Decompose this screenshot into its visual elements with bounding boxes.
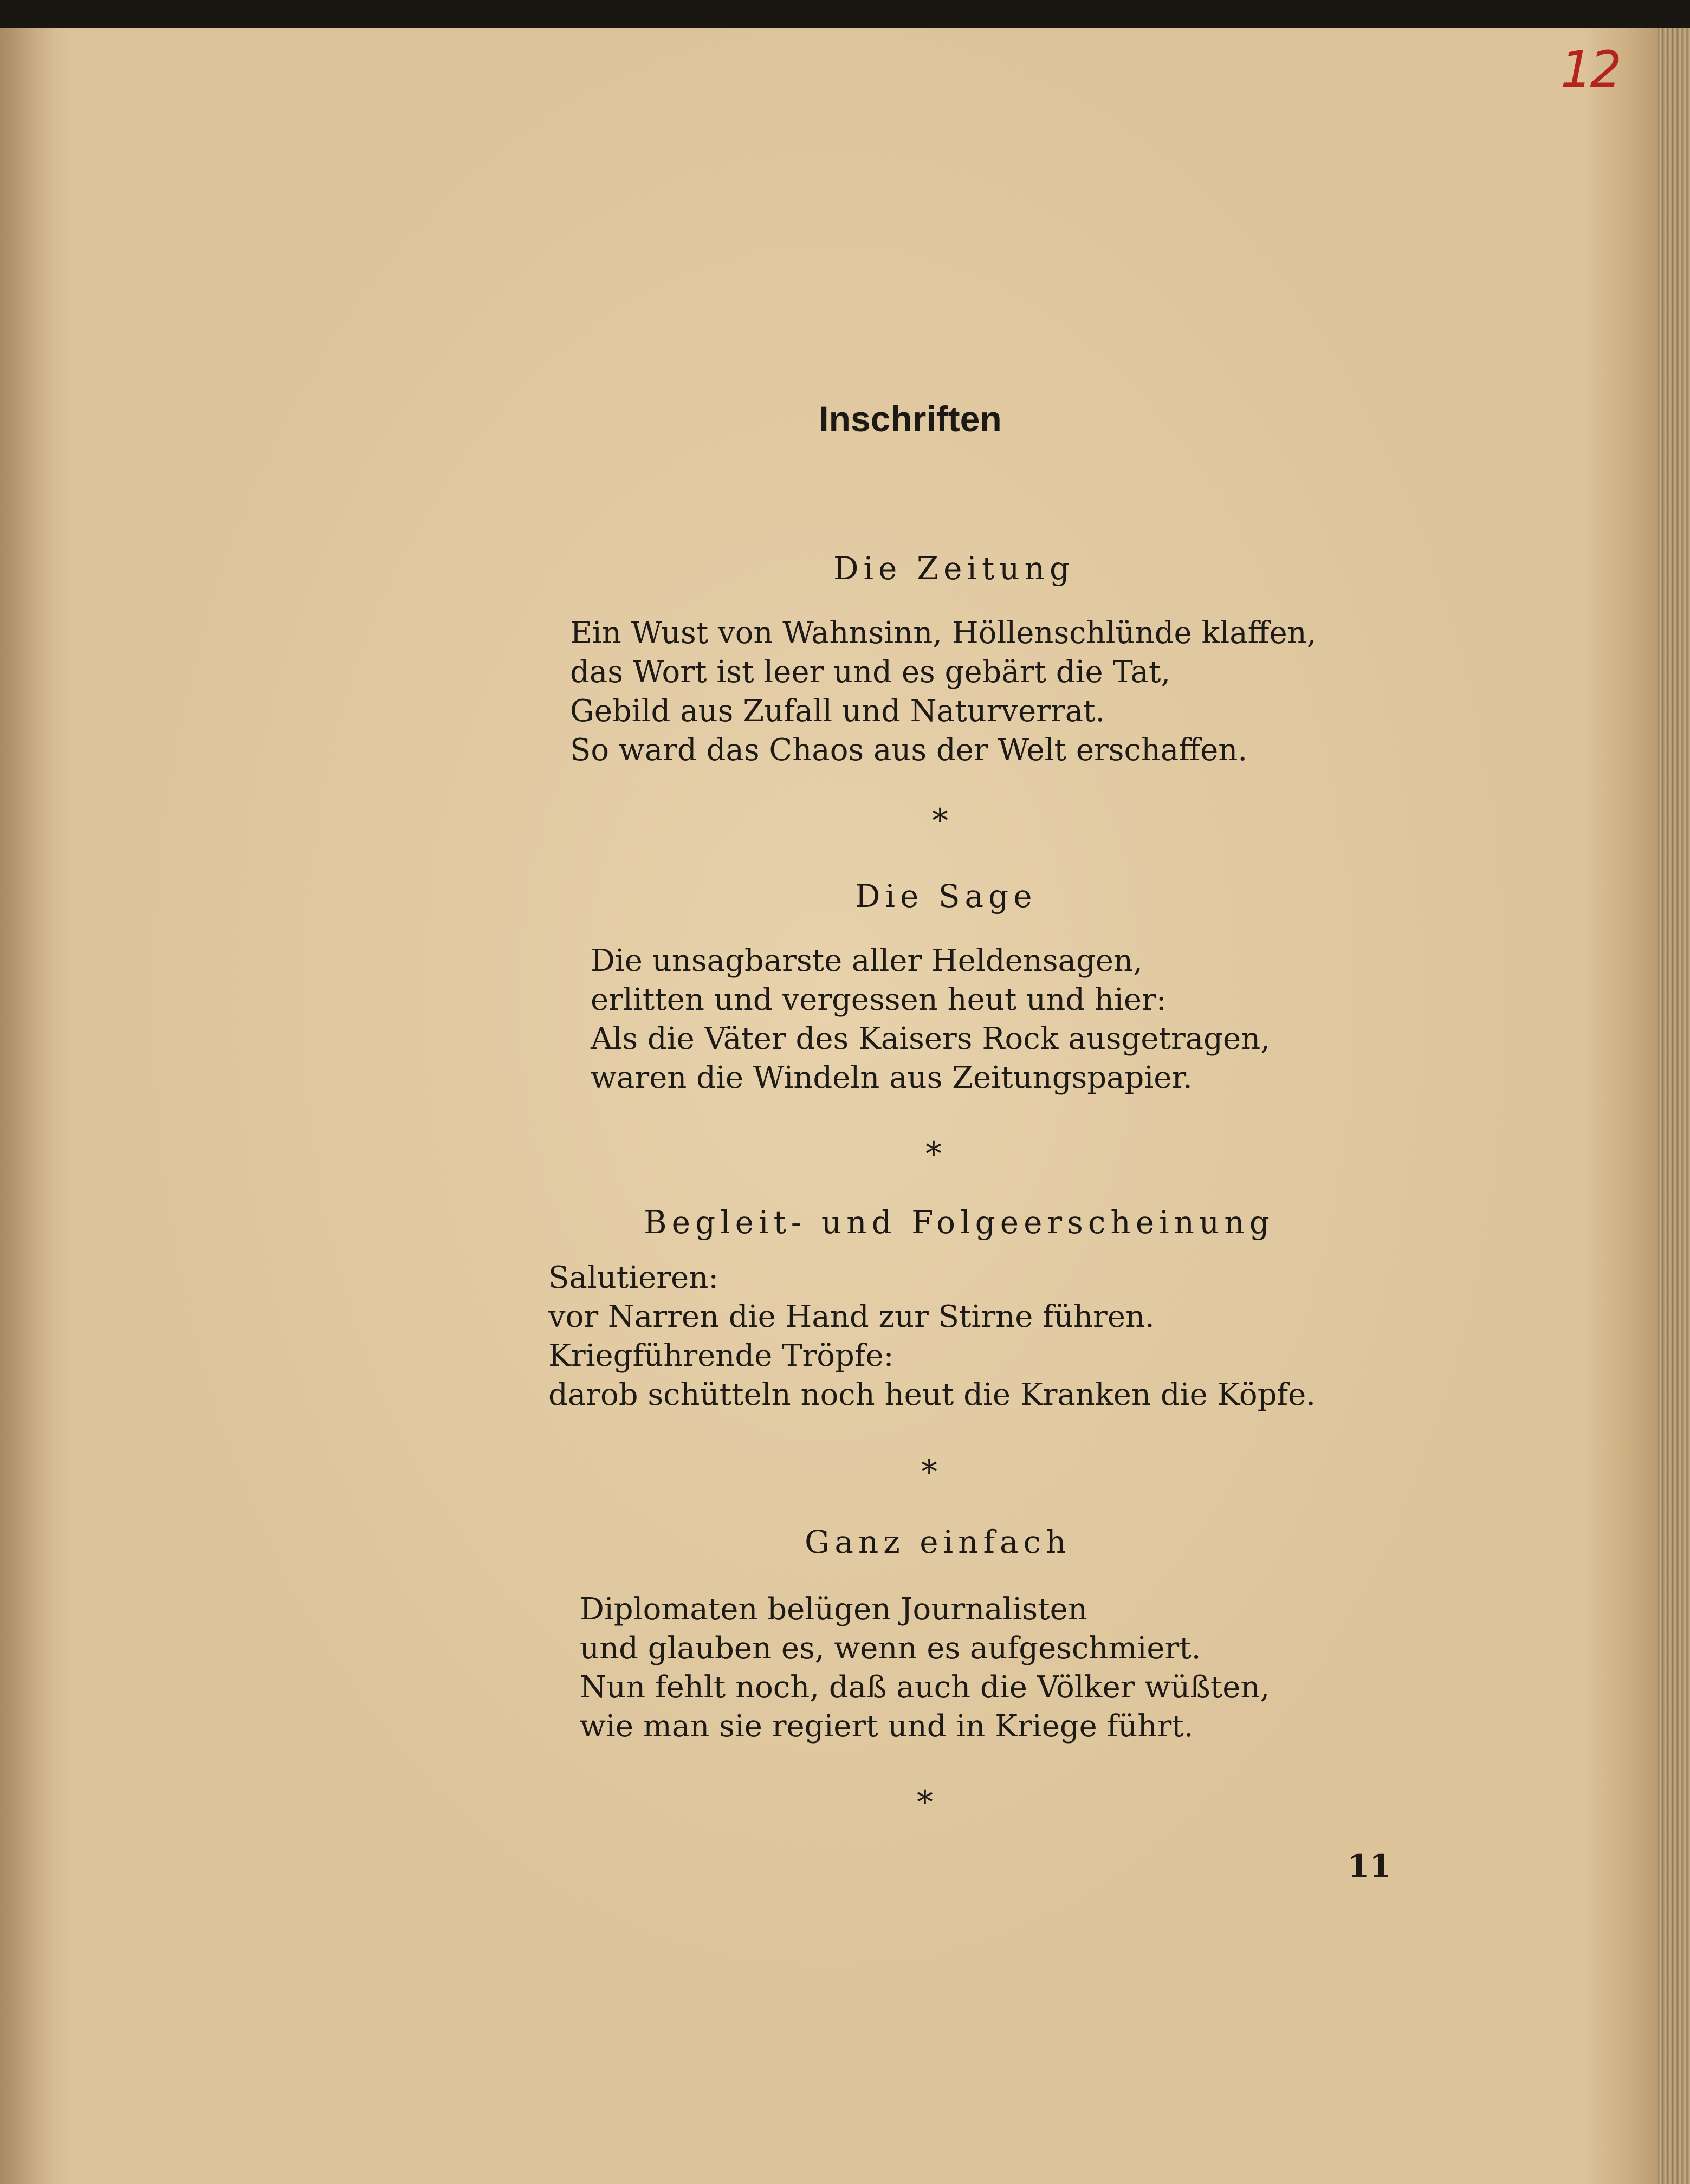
poem-stanza (580, 1590, 1270, 1746)
page-title: Inschriften (819, 399, 1002, 439)
separator-asterisk: * (921, 1453, 937, 1491)
poem-line: Als die Väter des Kaisers Rock ausgetragen, (591, 1021, 1271, 1057)
page-number: 11 (1348, 1848, 1391, 1884)
poem-heading: Ganz einfach (805, 1524, 1071, 1560)
poem-line: wie man sie regiert und in Kriege führt. (580, 1709, 1194, 1744)
poem-stanza (570, 614, 1316, 770)
gutter-shadow (0, 28, 54, 2184)
poem-line: und glauben es, wenn es aufgeschmiert. (580, 1631, 1201, 1666)
poem-line: Salutieren: (548, 1260, 719, 1295)
poem-heading: Die Zeitung (833, 550, 1075, 587)
poem-line: Gebild aus Zufall und Naturverrat. (570, 694, 1105, 729)
book-page (0, 28, 1658, 2184)
poem-line: darob schütteln noch heut die Kranken die Köpfe. (548, 1377, 1316, 1412)
separator-asterisk: * (932, 802, 948, 840)
poem-line: Kriegführende Tröpfe: (548, 1338, 894, 1373)
poem-line: So ward das Chaos aus der Welt erschaffen. (570, 733, 1248, 768)
poem-heading: Die Sage (855, 878, 1037, 915)
poem-line: vor Narren die Hand zur Stirne führen. (548, 1299, 1155, 1334)
poem-line: Diplomaten belügen Journalisten (580, 1592, 1087, 1627)
separator-asterisk: * (917, 1784, 933, 1822)
poem-heading: Begleit- und Folgeerscheinung (644, 1204, 1274, 1241)
poem-line: waren die Windeln aus Zeitungspapier. (591, 1060, 1193, 1096)
poem-line: Nun fehlt noch, daß auch die Völker wüßten, (580, 1670, 1270, 1705)
handwritten-folio-number: 12 (1561, 41, 1620, 99)
poem-line: Die unsagbarste aller Heldensagen, (591, 943, 1143, 978)
page-edges (1658, 28, 1690, 2184)
poem-line: das Wort ist leer und es gebärt die Tat, (570, 654, 1171, 690)
separator-asterisk: * (925, 1135, 942, 1173)
poem-line: erlitten und vergessen heut und hier: (591, 982, 1167, 1018)
poem-stanza (591, 942, 1270, 1098)
poem-stanza (548, 1259, 1316, 1415)
poem-line: Ein Wust von Wahnsinn, Höllenschlünde klaffen, (570, 615, 1317, 651)
